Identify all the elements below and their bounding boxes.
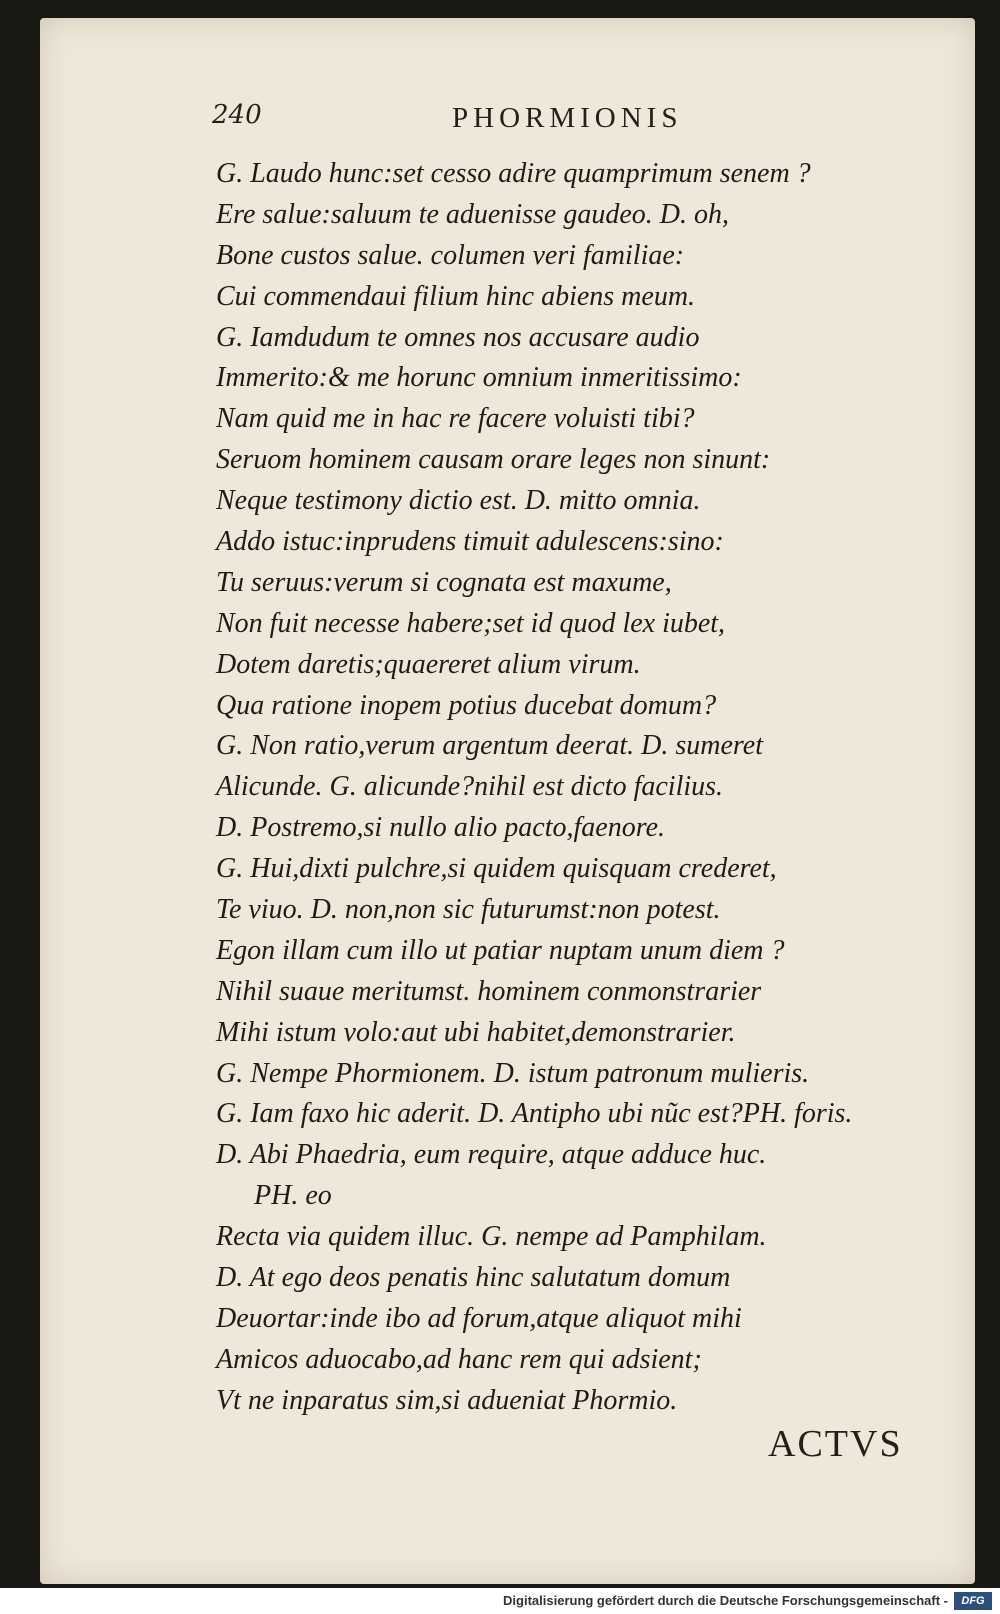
verse-line: G. Nempe Phormionem. D. istum patronum mulieris. (216, 1057, 810, 1089)
running-head (0, 92, 1000, 142)
verse-line: Vt ne inparatus sim,si adueniat Phormio. (216, 1384, 678, 1416)
footer-bar (0, 1588, 1000, 1614)
verse-line: Egon illam cum illo ut patiar nuptam unum diem ? (216, 934, 785, 966)
verse-line: G. Iam faxo hic aderit. D. Antipho ubi nũc est?PH. foris. (216, 1098, 853, 1130)
verse-line: Addo istuc:inprudens timuit adulescens:sino: (216, 526, 724, 558)
verse-text (216, 154, 946, 1422)
verse-line: G. Iamdudum te omnes nos accusare audio (216, 321, 700, 353)
verse-line: Neque testimony dictio est. D. mitto omnia. (216, 485, 701, 517)
verse-line: Qua ratione inopem potius ducebat domum? (216, 689, 717, 721)
verse-line: Immerito:& me horunc omnium inmeritissimo: (216, 362, 742, 394)
verse-line: Deuortar:inde ibo ad forum,atque aliquot mihi (216, 1302, 742, 1334)
verse-line: Non fuit necesse habere;set id quod lex iubet, (216, 607, 726, 639)
funding-credit: Digitalisierung gefördert durch die Deutsche Forschungsgemeinschaft - (503, 1593, 948, 1608)
verse-line: D. Postremo,si nullo alio pacto,faenore. (216, 812, 665, 844)
verse-line: Recta via quidem illuc. G. nempe ad Pamphilam. (216, 1221, 767, 1253)
verse-line: G. Non ratio,verum argentum deerat. D. sumeret (216, 730, 763, 762)
verse-line: Mihi istum volo:aut ubi habitet,demonstrarier. (216, 1016, 736, 1048)
running-title: PHORMIONIS (452, 102, 683, 134)
verse-line: G. Laudo hunc:set cesso adire quamprimum senem ? (216, 158, 811, 189)
verse-line: Nihil suaue meritumst. hominem conmonstrarier (216, 975, 762, 1007)
verse-line: D. Abi Phaedria, eum require, atque adduce huc. (216, 1139, 767, 1171)
verse-line: Nam quid me in hac re facere voluisti tibi? (216, 403, 695, 435)
dfg-logo-icon: DFG (954, 1592, 992, 1610)
verse-line: Bone custos salue. columen veri familiae: (216, 239, 685, 271)
verse-line: PH. eo (254, 1180, 332, 1212)
verse-line: Alicunde. G. alicunde?nihil est dicto facilius. (216, 771, 724, 803)
verse-line: D. At ego deos penatis hinc salutatum domum (216, 1262, 731, 1294)
verse-line: Seruom hominem causam orare leges non sinunt: (216, 444, 771, 476)
verse-line: Tu seruus:verum si cognata est maxume, (216, 566, 672, 598)
catchword: ACTVS (768, 1423, 903, 1465)
verse-line: Dotem daretis;quaereret alium virum. (216, 648, 641, 680)
verse-line: Cui commendaui filium hinc abiens meum. (216, 280, 696, 312)
verse-line: G. Hui,dixti pulchre,si quidem quisquam crederet, (216, 853, 777, 885)
verse-line: Ere salue:saluum te aduenisse gaudeo. D. oh, (216, 198, 729, 230)
verse-line: Te viuo. D. non,non sic futurumst:non potest. (216, 894, 721, 926)
page-number: 240 (212, 100, 262, 130)
verse-line: Amicos aduocabo,ad hanc rem qui adsient; (216, 1343, 702, 1375)
